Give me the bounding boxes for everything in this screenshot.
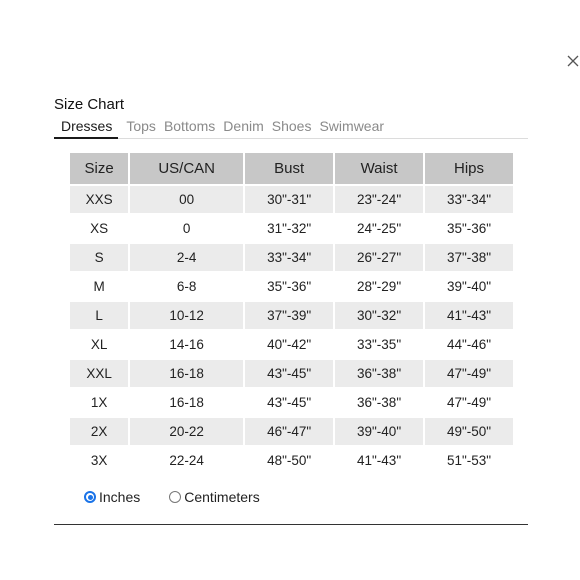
cell-waist: 28"-29" — [335, 273, 423, 300]
tab-swimwear[interactable]: Swimwear — [319, 118, 385, 134]
size-table — [68, 151, 515, 476]
unit-inches-option[interactable] — [84, 489, 140, 505]
inches-radio[interactable] — [84, 491, 96, 503]
cell-bust: 48"-50" — [245, 447, 333, 474]
table-row — [70, 418, 513, 445]
cell-us-can: 10-12 — [130, 302, 243, 329]
tab-dresses[interactable]: Dresses — [54, 116, 118, 139]
centimeters-label: Centimeters — [184, 489, 260, 505]
cell-us-can: 6-8 — [130, 273, 243, 300]
cell-size: 1X — [70, 389, 128, 416]
header-waist: Waist — [335, 153, 423, 184]
table-row — [70, 389, 513, 416]
tab-denim[interactable]: Denim — [223, 118, 264, 134]
cell-us-can: 16-18 — [130, 389, 243, 416]
cell-waist: 39"-40" — [335, 418, 423, 445]
table-header-row — [70, 153, 513, 184]
table-row — [70, 273, 513, 300]
cell-hips: 41"-43" — [425, 302, 513, 329]
cell-bust: 37"-39" — [245, 302, 333, 329]
cell-hips: 51"-53" — [425, 447, 513, 474]
cell-bust: 35"-36" — [245, 273, 333, 300]
cell-hips: 47"-49" — [425, 360, 513, 387]
unit-toggle — [84, 489, 260, 505]
table-row — [70, 360, 513, 387]
cell-bust: 31"-32" — [245, 215, 333, 242]
cell-bust: 40"-42" — [245, 331, 333, 358]
close-icon — [567, 55, 579, 67]
category-tabs — [54, 116, 528, 139]
unit-centimeters-option[interactable] — [169, 489, 259, 505]
cell-size: L — [70, 302, 128, 329]
cell-waist: 26"-27" — [335, 244, 423, 271]
tab-bottoms[interactable]: Bottoms — [163, 118, 216, 134]
cell-size: M — [70, 273, 128, 300]
cell-hips: 49"-50" — [425, 418, 513, 445]
cell-waist: 36"-38" — [335, 360, 423, 387]
cell-us-can: 2-4 — [130, 244, 243, 271]
cell-waist: 33"-35" — [335, 331, 423, 358]
cell-us-can: 16-18 — [130, 360, 243, 387]
cell-us-can: 14-16 — [130, 331, 243, 358]
cell-hips: 39"-40" — [425, 273, 513, 300]
header-size: Size — [70, 153, 128, 184]
cell-bust: 43"-45" — [245, 360, 333, 387]
cell-hips: 44"-46" — [425, 331, 513, 358]
header-us-can: US/CAN — [130, 153, 243, 184]
table-row — [70, 331, 513, 358]
cell-waist: 36"-38" — [335, 389, 423, 416]
cell-waist: 23"-24" — [335, 186, 423, 213]
cell-size: 3X — [70, 447, 128, 474]
cell-hips: 37"-38" — [425, 244, 513, 271]
cell-us-can: 22-24 — [130, 447, 243, 474]
cell-hips: 47"-49" — [425, 389, 513, 416]
table-row — [70, 244, 513, 271]
cell-size: 2X — [70, 418, 128, 445]
table-row — [70, 215, 513, 242]
close-button[interactable] — [564, 52, 580, 70]
cell-size: XS — [70, 215, 128, 242]
cell-bust: 46"-47" — [245, 418, 333, 445]
cell-waist: 24"-25" — [335, 215, 423, 242]
cell-size: XXS — [70, 186, 128, 213]
header-hips: Hips — [425, 153, 513, 184]
dialog-title: Size Chart — [54, 96, 125, 113]
cell-waist: 41"-43" — [335, 447, 423, 474]
cell-bust: 43"-45" — [245, 389, 333, 416]
bottom-divider — [54, 524, 528, 525]
cell-size: XXL — [70, 360, 128, 387]
tab-shoes[interactable]: Shoes — [271, 118, 312, 134]
table-row — [70, 447, 513, 474]
table-row — [70, 186, 513, 213]
cell-bust: 33"-34" — [245, 244, 333, 271]
cell-us-can: 0 — [130, 215, 243, 242]
cell-size: S — [70, 244, 128, 271]
cell-us-can: 00 — [130, 186, 243, 213]
inches-label: Inches — [99, 489, 141, 505]
header-bust: Bust — [245, 153, 333, 184]
centimeters-radio[interactable] — [169, 491, 181, 503]
table-row — [70, 302, 513, 329]
cell-hips: 33"-34" — [425, 186, 513, 213]
cell-waist: 30"-32" — [335, 302, 423, 329]
cell-bust: 30"-31" — [245, 186, 333, 213]
cell-us-can: 20-22 — [130, 418, 243, 445]
tab-tops[interactable]: Tops — [126, 118, 156, 134]
cell-hips: 35"-36" — [425, 215, 513, 242]
cell-size: XL — [70, 331, 128, 358]
